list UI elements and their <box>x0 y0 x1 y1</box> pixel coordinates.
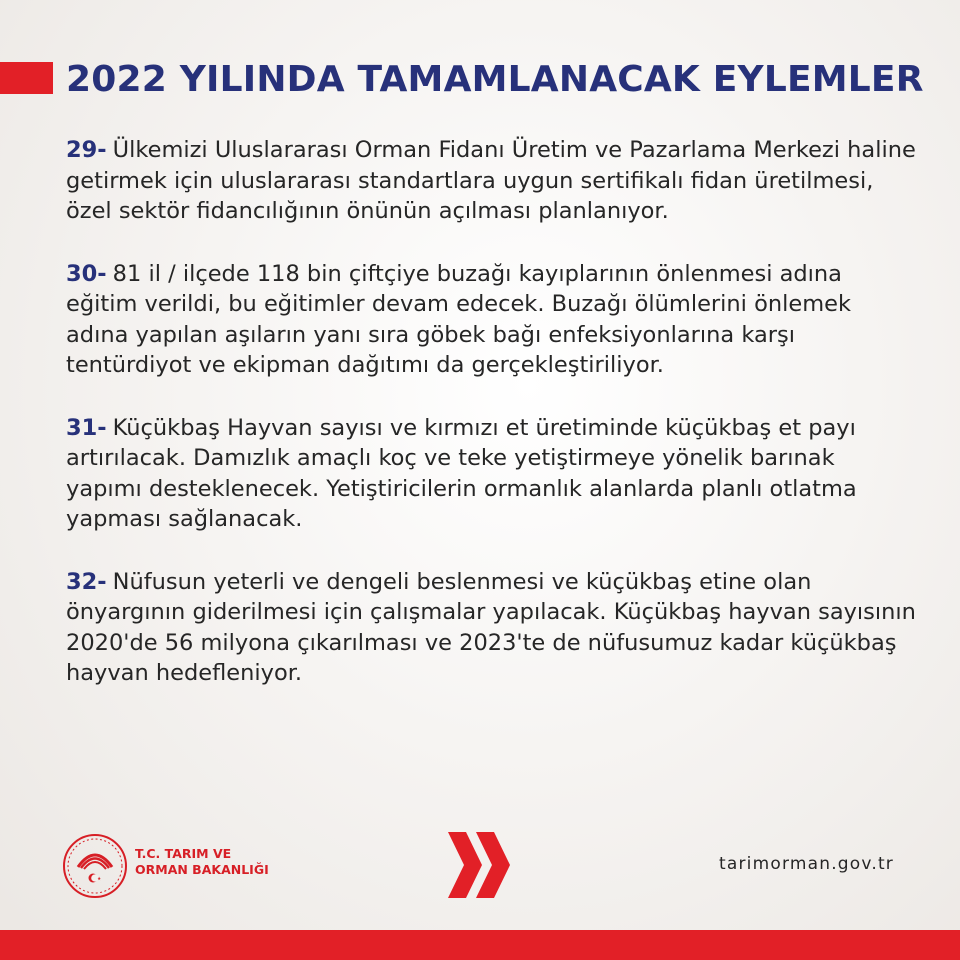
list-item <box>66 135 916 227</box>
item-number: 31- <box>66 414 107 441</box>
website-link[interactable]: tarimorman.gov.tr <box>719 854 894 874</box>
item-number: 29- <box>66 137 107 163</box>
ministry-emblem-icon <box>62 833 128 899</box>
item-text: 81 il / ilçede 118 bin çiftçiye buzağı kayıplarının önlenmesi adına eğitim verildi, bu eğitimler devam edecek. Buzağı ölümlerini önlemek adına yapılan aşıların yanı sıra göbek bağı enfeksiyonlarına karşı tentürdiyot ve ekipman dağıtımı da gerçekleştiriliyor. <box>66 260 851 378</box>
ministry-name <box>135 846 269 878</box>
bottom-accent-bar <box>0 930 960 960</box>
page-title: 2022 YILINDA TAMAMLANACAK EYLEMLER <box>66 59 924 100</box>
list-item <box>66 259 916 381</box>
item-text: Küçükbaş Hayvan sayısı ve kırmızı et üretiminde küçükbaş et payı artırılacak. Damızlık amaçlı koç ve teke yetiştirmeye yönelik barınak yapımı desteklenecek. Yetiştiricilerin ormanlık alanlarda planlı otlatma yapması sağlanacak. <box>66 414 857 532</box>
list-item <box>66 567 916 689</box>
item-number: 32- <box>66 568 107 595</box>
ministry-name-line2: ORMAN BAKANLIĞI <box>135 862 269 877</box>
list-item <box>66 413 916 535</box>
item-text: Nüfusun yeterli ve dengeli beslenmesi ve küçükbaş etine olan önyargının giderilmesi için çalışmalar yapılacak. Küçükbaş hayvan sayısının 2020'de 56 milyona çıkarılması ve 2023'te de nüfusumuz kadar küçükbaş hayvan hedefleniyor. <box>66 568 916 686</box>
header-accent-bar <box>0 62 53 94</box>
action-list <box>66 135 916 721</box>
double-chevron-right-icon <box>446 830 514 900</box>
ministry-name-line1: T.C. TARIM VE <box>135 846 232 861</box>
item-number: 30- <box>66 260 107 287</box>
item-text: Ülkemizi Uluslararası Orman Fidanı Üretim ve Pazarlama Merkezi haline getirmek için uluslararası standartlara uygun sertifikalı fidan üretilmesi, özel sektör fidancılığının önünün açılması planlanıyor. <box>66 137 916 224</box>
